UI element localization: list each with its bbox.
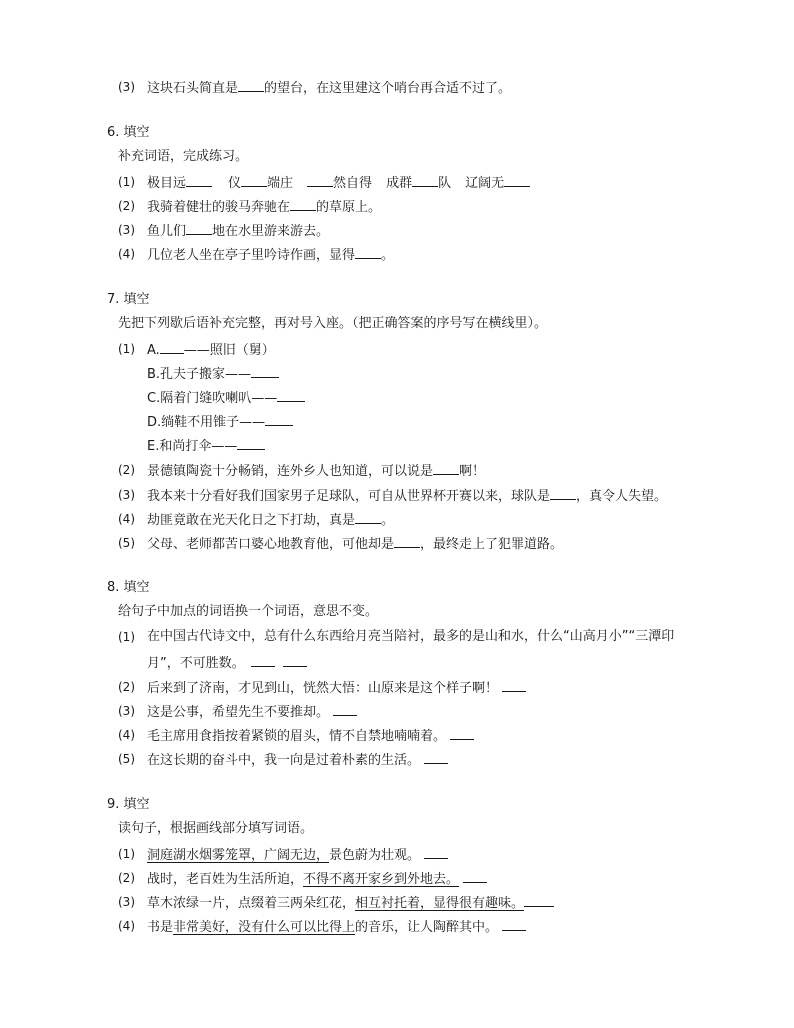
answer-blank[interactable] (241, 174, 267, 187)
item-text: C.隔着门缝吹喇叭—— (147, 391, 278, 406)
item-number: (5) (118, 536, 135, 550)
answer-blank[interactable] (251, 365, 279, 378)
item-number: (4) (118, 728, 135, 742)
item-text: 几位老人坐在亭子里吟诗作画，显得 (147, 248, 356, 263)
answer-blank[interactable] (186, 174, 212, 187)
question-6-header: 6. 填空 (107, 125, 150, 140)
item-number: (2) (118, 463, 135, 477)
q9-item-2 (147, 870, 487, 888)
answer-blank[interactable] (412, 174, 438, 187)
question-6-instruction: 补充词语，完成练习。 (118, 149, 249, 164)
item-text: 端庄 (267, 176, 294, 191)
item-text: ——照旧（舅） (183, 343, 275, 358)
item-text: 。 (381, 248, 395, 263)
item-text: 然自得 (333, 176, 373, 191)
question-7-header: 7. 填空 (107, 292, 150, 307)
answer-blank[interactable] (355, 511, 381, 524)
item-text: 。 (381, 513, 395, 528)
item-text: 仪 (228, 176, 242, 191)
item-text: 毛主席用食指按着紧锁的眉头，情不自禁地喃喃着。 (147, 729, 447, 744)
item-number: (4) (118, 512, 135, 526)
answer-blank[interactable] (265, 413, 293, 426)
item-text: 鱼儿们 (147, 224, 187, 239)
item-number: (3) (118, 704, 135, 718)
answer-blank[interactable] (251, 654, 275, 667)
item-text: A. (147, 343, 160, 358)
answer-blank[interactable] (504, 174, 530, 187)
item-text: 劫匪竟敢在光天化日之下打劫，真是 (147, 513, 356, 528)
answer-blank[interactable] (290, 198, 316, 211)
item-text: 的草原上。 (316, 200, 382, 215)
item-number: (5) (118, 752, 135, 766)
item-text: 父母、老师都苦口婆心地教育他，可他却是 (147, 537, 395, 552)
answer-blank[interactable] (333, 703, 357, 716)
item-text: 啊！ (459, 464, 486, 479)
answer-blank[interactable] (502, 679, 526, 692)
question-9-header: 9. 填空 (107, 797, 150, 812)
q5-item-3 (147, 79, 511, 97)
underlined-phrase: 不得不离开家乡到外地去。 (303, 872, 460, 887)
q9-item-3 (147, 894, 554, 912)
q7-sub-a (147, 341, 275, 359)
q8-item-1-line2 (147, 654, 307, 672)
answer-blank[interactable] (283, 654, 307, 667)
q6-item-2 (147, 198, 381, 216)
q7-item-2 (147, 462, 485, 480)
q7-sub-b (147, 365, 279, 383)
item-number: (2) (118, 199, 135, 213)
item-text: 草木浓绿一片，点缀着三两朵红花， (147, 896, 356, 911)
answer-blank[interactable] (524, 894, 554, 907)
item-number: (2) (118, 871, 135, 885)
question-7-instruction: 先把下列歇后语补充完整，再对号入座。（把正确答案的序号写在横线里）。 (118, 316, 548, 331)
item-number: (3) (118, 895, 135, 909)
item-number: (1) (118, 175, 135, 189)
item-text: 书是 (147, 920, 174, 935)
q6-item-4 (147, 246, 394, 264)
item-text: 地在水里游来游去。 (212, 224, 330, 239)
item-number: (3) (118, 223, 135, 237)
item-text: 我本来十分看好我们国家男子足球队，可自从世界杯开赛以来，球队是 (147, 489, 551, 504)
item-number: (2) (118, 680, 135, 694)
answer-blank[interactable] (450, 727, 474, 740)
item-text: 这块石头简直是 (147, 81, 239, 96)
item-number: (3) (118, 488, 135, 502)
q8-item-1-line1: 在中国古代诗文中，总有什么东西给月亮当陪衬，最多的是山和水，什么“山高月小”“三潭印 (147, 629, 675, 644)
item-text: 战时，老百姓为生活所迫， (147, 872, 304, 887)
q9-item-1 (147, 846, 448, 864)
item-number: (1) (118, 630, 135, 644)
item-text: 后来到了济南，才见到山，恍然大悟：山原来是这个样子啊！ (147, 681, 499, 696)
q8-item-2 (147, 679, 526, 697)
item-text: 的望台，在这里建这个哨台再合适不过了。 (264, 81, 512, 96)
item-text: 成群 (386, 176, 413, 191)
item-text: ，真令人失望。 (576, 489, 668, 504)
item-number: (4) (118, 247, 135, 261)
q9-item-4 (147, 918, 526, 936)
q6-item-3 (147, 222, 329, 240)
answer-blank[interactable] (277, 389, 305, 402)
answer-blank[interactable] (237, 437, 265, 450)
answer-blank[interactable] (424, 846, 448, 859)
item-text: D.绱鞋不用锥子—— (147, 415, 266, 430)
item-text: 在这长期的奋斗中，我一向是过着朴素的生活。 (147, 753, 421, 768)
answer-blank[interactable] (238, 79, 264, 92)
item-text: 景色蔚为壮观。 (329, 848, 421, 863)
item-text: 的音乐，让人陶醉其中。 (355, 920, 499, 935)
answer-blank[interactable] (550, 487, 576, 500)
item-number: (1) (118, 342, 135, 356)
q8-item-3 (147, 703, 357, 721)
item-number: (1) (118, 847, 135, 861)
q7-item-4 (147, 511, 394, 529)
item-number: (4) (118, 919, 135, 933)
item-text: B.孔夫子搬家—— (147, 367, 252, 382)
underlined-phrase: 非常美好，没有什么可以比得上 (173, 920, 356, 935)
answer-blank[interactable] (424, 751, 448, 764)
item-text: 景德镇陶瓷十分畅销，连外乡人也知道，可以说是 (147, 464, 434, 479)
answer-blank[interactable] (433, 462, 459, 475)
answer-blank[interactable] (394, 535, 420, 548)
item-text: 我骑着健壮的骏马奔驰在 (147, 200, 291, 215)
item-text: 队 (438, 176, 452, 191)
q7-item-3 (147, 487, 667, 505)
q7-sub-e (147, 437, 265, 455)
answer-blank[interactable] (502, 918, 526, 931)
q7-sub-d (147, 413, 293, 431)
item-text: 月”，不可胜数。 (147, 656, 245, 671)
q8-item-4 (147, 727, 474, 745)
item-text: 极目远 (147, 176, 187, 191)
underlined-phrase: 洞庭湖水烟雾笼罩，广阔无边， (147, 848, 330, 863)
item-text: 这是公事，希望先生不要推却。 (147, 705, 330, 720)
answer-blank[interactable] (355, 246, 381, 259)
question-8-header: 8. 填空 (107, 580, 150, 595)
answer-blank[interactable] (307, 174, 333, 187)
question-9-instruction: 读句子，根据画线部分填写词语。 (118, 821, 314, 836)
item-number: (3) (118, 80, 135, 94)
item-text: E.和尚打伞—— (147, 439, 238, 454)
q6-item-1 (147, 174, 530, 192)
question-8-instruction: 给句子中加点的词语换一个词语，意思不变。 (118, 604, 379, 619)
answer-blank[interactable] (463, 870, 487, 883)
item-text: ，最终走上了犯罪道路。 (420, 537, 564, 552)
q8-item-5 (147, 751, 448, 769)
item-text: 辽阔无 (465, 176, 505, 191)
q7-item-5 (147, 535, 563, 553)
underlined-phrase: 相互衬托着，显得很有趣味。 (355, 896, 525, 911)
q7-sub-c (147, 389, 305, 407)
answer-blank[interactable] (186, 222, 212, 235)
answer-blank[interactable] (160, 341, 184, 354)
